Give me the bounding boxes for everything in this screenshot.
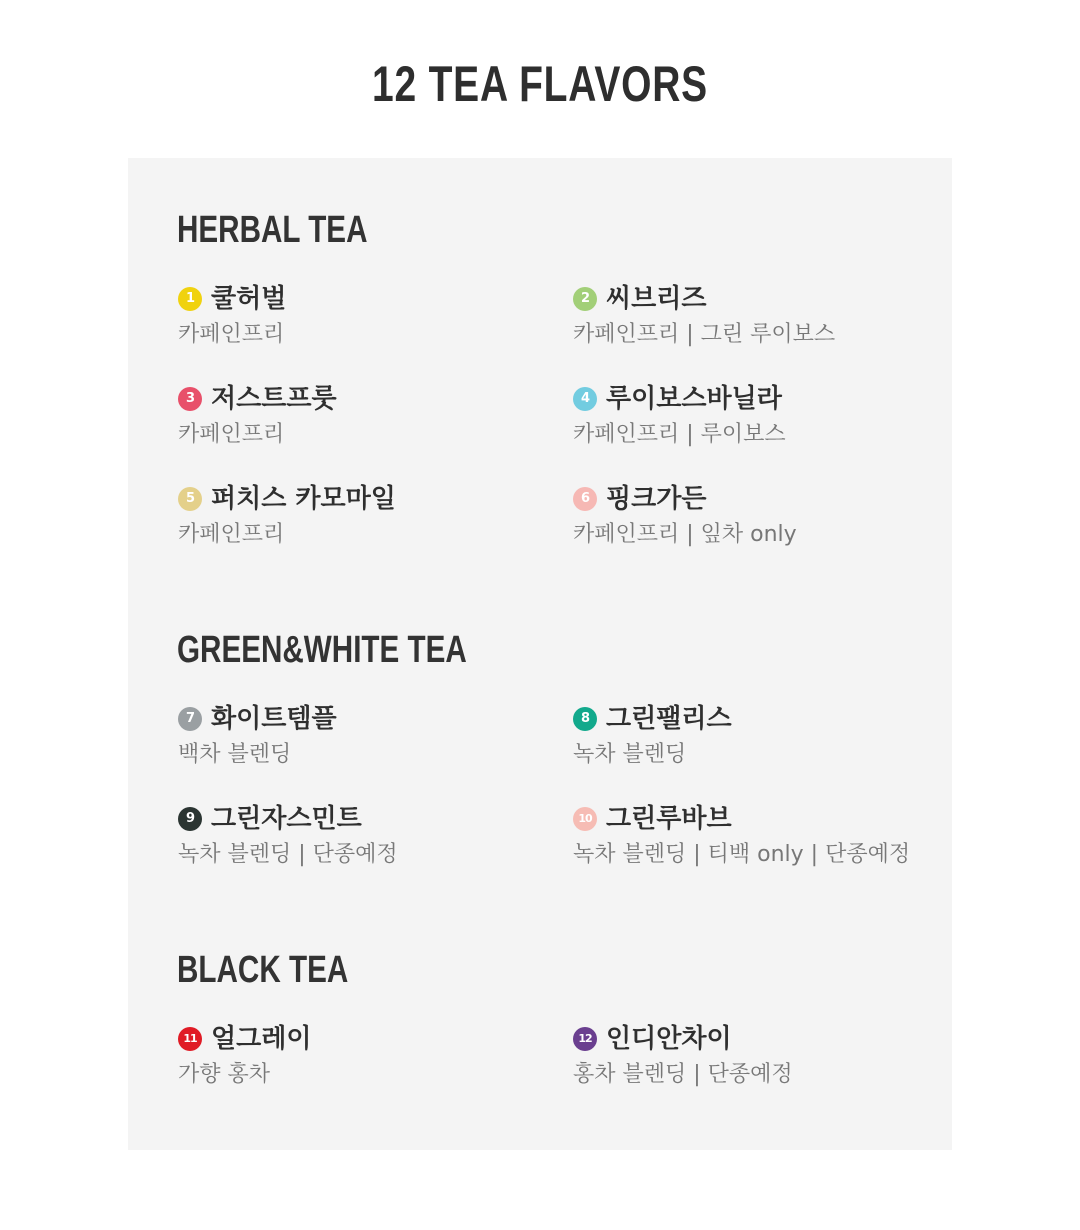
flavor-name: 퍼치스 카모마일 [211,484,396,514]
flavor-item-rooibos-vanilla [573,382,943,450]
flavor-item-pink-garden [573,482,943,550]
flavor-item-earl-grey [178,1022,548,1090]
page-title: 12 TEA FLAVORS [372,56,708,112]
flavor-description: 카페인프리 [178,522,285,547]
flavor-description: 홍차 블렌딩 | 단종예정 [573,1062,793,1087]
flavor-item-green-rhubarb [573,802,943,870]
flavor-name: 그린팰리스 [606,704,732,734]
section-heading-black: BLACK TEA [177,949,349,991]
section-heading-herbal: HERBAL TEA [177,209,368,251]
number-badge: 3 [178,387,202,411]
flavor-name: 핑크가든 [606,484,707,514]
number-badge: 8 [573,707,597,731]
number-badge: 5 [178,487,202,511]
flavor-name: 씨브리즈 [606,284,707,314]
flavor-item-sea-breeze [573,282,943,350]
number-badge: 7 [178,707,202,731]
flavor-name: 쿨허벌 [211,284,287,314]
number-badge: 11 [178,1027,202,1051]
flavor-description: 카페인프리 | 루이보스 [573,422,786,447]
section-heading-green-white: GREEN&WHITE TEA [177,629,467,671]
number-badge: 9 [178,807,202,831]
flavor-description: 백차 블렌딩 [178,742,292,767]
flavor-description: 카페인프리 | 그린 루이보스 [573,322,836,347]
flavor-name: 화이트템플 [211,704,337,734]
flavor-description: 가향 홍차 [178,1062,271,1087]
number-badge: 10 [573,807,597,831]
flavor-name: 저스트프룻 [211,384,337,414]
flavor-name: 루이보스바닐라 [606,384,782,414]
flavor-item-white-temple [178,702,548,770]
number-badge: 12 [573,1027,597,1051]
number-badge: 6 [573,487,597,511]
flavor-item-green-jasmint [178,802,548,870]
flavor-name: 인디안차이 [606,1024,732,1054]
flavor-item-cool-herbal [178,282,548,350]
flavor-item-indian-chai [573,1022,943,1090]
flavor-description: 카페인프리 [178,322,285,347]
flavor-name: 얼그레이 [211,1024,312,1054]
number-badge: 2 [573,287,597,311]
flavor-item-green-palace [573,702,943,770]
flavor-description: 카페인프리 [178,422,285,447]
flavor-description: 카페인프리 | 잎차 only [573,522,797,547]
flavor-description: 녹차 블렌딩 | 단종예정 [178,842,398,867]
flavor-name: 그린루바브 [606,804,732,834]
flavor-description: 녹차 블렌딩 | 티백 only | 단종예정 [573,842,911,867]
flavor-name: 그린자스민트 [211,804,362,834]
number-badge: 1 [178,287,202,311]
flavor-description: 녹차 블렌딩 [573,742,687,767]
flavor-item-just-fruit [178,382,548,450]
number-badge: 4 [573,387,597,411]
flavor-list-panel [128,158,952,1150]
flavor-item-peachy-chamomile [178,482,548,550]
